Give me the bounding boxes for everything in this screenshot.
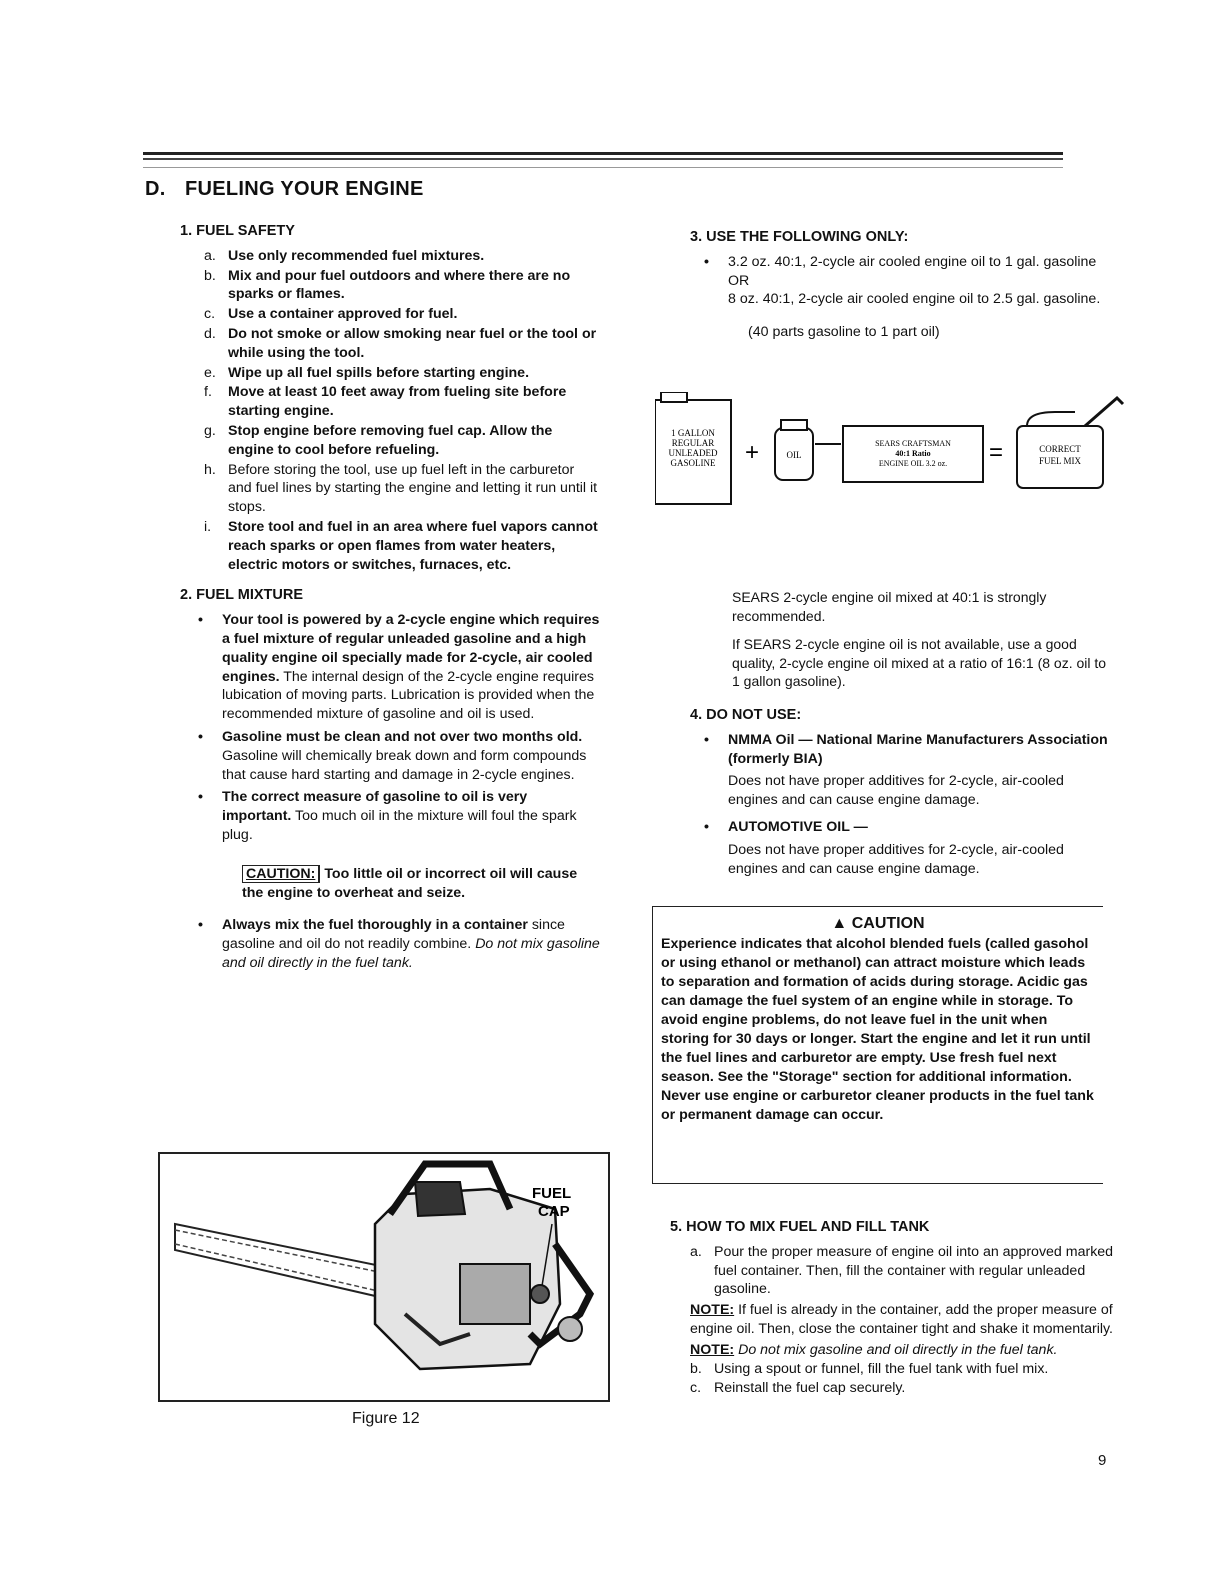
do-not-use-item-title: NMMA Oil — National Marine Manufacturers Association (formerly BIA) [728,731,1108,767]
page-number: 9 [1098,1452,1107,1469]
sears-oil-box [843,426,983,482]
caution-box [652,906,1103,1184]
fuel-safety-heading: 1. FUEL SAFETY [180,223,295,239]
fuel-mixture-heading: 2. FUEL MIXTURE [180,587,303,604]
list-key: a. [690,1243,702,1260]
bullet-dot: • [198,728,203,745]
list-item [704,818,1110,878]
can-label: GASOLINE [670,458,716,468]
caution-box-title [653,915,1103,933]
list-item [204,364,600,383]
bullet-text: Gasoline will chemically break down and form compounds that cause hard starting and damage in 2-cycle engines. [222,747,587,783]
bullet-dot: • [198,789,203,806]
list-item [704,253,1110,309]
note-1 [690,1301,1120,1339]
bullet-dot: • [198,612,203,629]
chainsaw-illustration [160,1154,608,1400]
can-label: REGULAR [671,438,715,448]
note-label: NOTE: [690,1341,735,1358]
list-item [198,788,600,844]
list-key: b. [690,1360,702,1377]
list-item [204,518,600,574]
list-item [204,422,600,460]
list-item [690,1243,1120,1299]
list-item [204,383,600,421]
list-key: a. [204,247,216,264]
note-2 [690,1341,1120,1360]
bullet-text: The internal design of the 2-cycle engine requires lubication of moving parts. Lubrication is provided when the recommended mixture of gasoline and oil is used. [222,668,595,723]
list-text: Use only recommended fuel mixtures. [228,247,485,264]
caution-title-text: CAUTION [851,915,925,932]
header-rule [143,158,1063,160]
list-text: Before storing the tool, use up fuel left in the carburetor and fuel lines by starting the engine and letting it run until it stops. [228,461,598,516]
list-text: Stop engine before removing fuel cap. Allow the engine to cool before refueling. [228,422,553,458]
fuel-cap-icon [531,1285,549,1303]
list-key: f. [204,384,212,401]
section-letter: D. [145,178,166,200]
mixing-diagram [655,392,1125,512]
bullet-bold-text: Gasoline must be clean and not over two months old. [222,728,583,745]
list-key: e. [204,364,216,381]
figure-12-box [158,1152,610,1402]
result-label: FUEL MIX [1039,456,1081,466]
caution-text: Too little oil or incorrect oil will cause the engine to overheat and seize. [242,865,578,901]
list-key: b. [204,267,216,284]
caution-box-text: Experience indicates that alcohol blended fuels (called gasohol or using ethanol or methanol) can attract moisture which leads to separation and formation of acids during storage. Acidic gas can damage the fuel system of an engine while in storage. To avoid engine problems, do not leave fuel in the unit when storing for 30 days or longer. Start the engine and let it run until the fuel lines and carburetor are empty. Use fresh fuel next season. See the "Storage" section for additional information. Never use engine or carburetor cleaner products in the fuel tank or permanent damage can occur. [661,936,1094,1123]
list-text: Move at least 10 feet away from fueling site before starting engine. [228,384,567,420]
bullet-bold-text: Your tool is powered by a 2-cycle engine which requires a fuel mixture of regular unleaded gasoline and a high quality engine oil specially made for 2-cycle, air cooled engines. [222,612,600,685]
list-key: h. [204,461,216,478]
list-text: Use a container approved for fuel. [228,306,458,323]
list-text: Pour the proper measure of engine oil into an approved marked fuel container. Then, fill the container with regular unleaded gasoline. [714,1243,1114,1298]
list-text: Reinstall the fuel cap securely. [714,1380,906,1397]
how-to-mix-section [670,1218,1120,1399]
fuel-cap-label: FUEL [532,1185,572,1202]
sears-note-p2: If SEARS 2-cycle engine oil is not available, use a good quality, 2-cycle engine oil mixed at a ratio of 16:1 (8 oz. oil to 1 gallon gasoline). [732,636,1107,690]
can-label: UNLEADED [668,448,718,458]
list-item [204,461,600,517]
list-key: i. [204,518,212,535]
box-label: ENGINE OIL 3.2 oz. [878,459,948,468]
list-item [198,611,600,724]
engine-cover [460,1264,530,1324]
how-to-mix-heading: 5. HOW TO MIX FUEL AND FILL TANK [670,1219,930,1235]
bullet-dot: • [704,253,709,270]
sears-note [732,588,1112,691]
list-item [204,267,600,305]
do-not-use-heading: 4. DO NOT USE: [690,707,802,723]
header-rule-thin [143,167,1063,168]
box-label: 40:1 Ratio [895,449,931,458]
list-text: Do not smoke or allow smoking near fuel or the tool or while using the tool. [228,325,597,361]
list-item [690,1379,1120,1398]
chain-brake [415,1182,465,1216]
result-label: CORRECT [1039,444,1081,454]
list-key: c. [204,306,216,323]
do-not-use-item-text: Does not have proper additives for 2-cycle, air-cooled engines and can cause engine damage. [728,773,1064,809]
fuel-cap-label: CAP [538,1203,570,1220]
list-item [198,916,600,972]
do-not-use-item-text: Does not have proper additives for 2-cycle, air-cooled engines and can cause engine damage. [728,841,1064,877]
right-column-top [690,228,1110,342]
list-text: Mix and pour fuel outdoors and where there are no sparks or flames. [228,267,571,303]
note-text: If fuel is already in the container, add the proper measure of engine oil. Then, close the container tight and shake it momentarily. [690,1302,1113,1337]
section-title-text: FUELING YOUR ENGINE [185,178,424,200]
list-key: c. [690,1380,702,1397]
ratio-note: (40 parts gasoline to 1 part oil) [748,324,940,341]
bullet-text: Too much oil in the mixture will foul the spark plug. [222,808,577,843]
fuel-safety-list [204,247,600,575]
use-following-heading: 3. USE THE FOLLOWING ONLY: [690,229,909,245]
can-label: 1 GALLON [671,428,715,438]
use-line-1: 3.2 oz. 40:1, 2-cycle air cooled engine oil to 1 gal. gasoline OR [728,253,1097,289]
bullet-dot: • [704,731,709,748]
list-item [704,731,1110,810]
handle-grip-end [558,1317,582,1341]
left-column [180,222,600,973]
gasoline-can [655,392,731,504]
section-title [145,178,424,201]
bullet-bold-text: Always mix the fuel thoroughly in a container [222,917,528,934]
list-item [204,305,600,324]
fuel-mix-can [1017,398,1123,488]
do-not-use-item-title: AUTOMOTIVE OIL — [728,818,868,835]
list-item [204,325,600,363]
fuel-mixture-list [198,611,600,973]
list-text: Wipe up all fuel spills before starting engine. [228,364,530,381]
bullet-italic-text: Do not mix gasoline and oil directly in the fuel tank. [222,936,600,971]
figure-caption: Figure 12 [352,1410,420,1427]
header-rule-thick [143,152,1063,155]
bullet-bold-text: The correct measure of gasoline to oil is very important. [222,789,528,825]
bullet-dot: • [198,917,203,934]
note-text: Do not mix gasoline and oil directly in the fuel tank. [738,1341,1058,1358]
equals-sign: = [989,439,1004,466]
list-text: Store tool and fuel in an area where fuel vapors cannot reach sparks or open flames from water heaters, electric motors or switches, furnaces, etc. [228,518,598,573]
bullet-dot: • [704,818,709,835]
do-not-use-section [690,706,1110,878]
list-item [690,1360,1120,1379]
plus-sign: + [745,439,760,466]
box-label: SEARS CRAFTSMAN [875,439,951,448]
inline-caution [242,865,600,903]
list-item [198,728,600,784]
caution-label: CAUTION: [242,865,320,883]
list-key: d. [204,325,216,342]
bullet-text: since gasoline and oil do not readily combine. [222,917,565,953]
list-item [204,247,600,266]
warning-triangle-icon: ▲ [831,915,848,932]
use-line-2: 8 oz. 40:1, 2-cycle air cooled engine oil to 2.5 gal. gasoline. [728,291,1101,308]
how-to-mix-list [690,1243,1120,1398]
sears-note-p1: SEARS 2-cycle engine oil mixed at 40:1 is strongly recommended. [732,589,1047,624]
list-key: g. [204,422,216,439]
oil-bottle [775,420,813,480]
note-label: NOTE: [690,1302,735,1319]
list-text: Using a spout or funnel, fill the fuel tank with fuel mix. [714,1360,1049,1377]
oil-label: OIL [786,450,802,460]
